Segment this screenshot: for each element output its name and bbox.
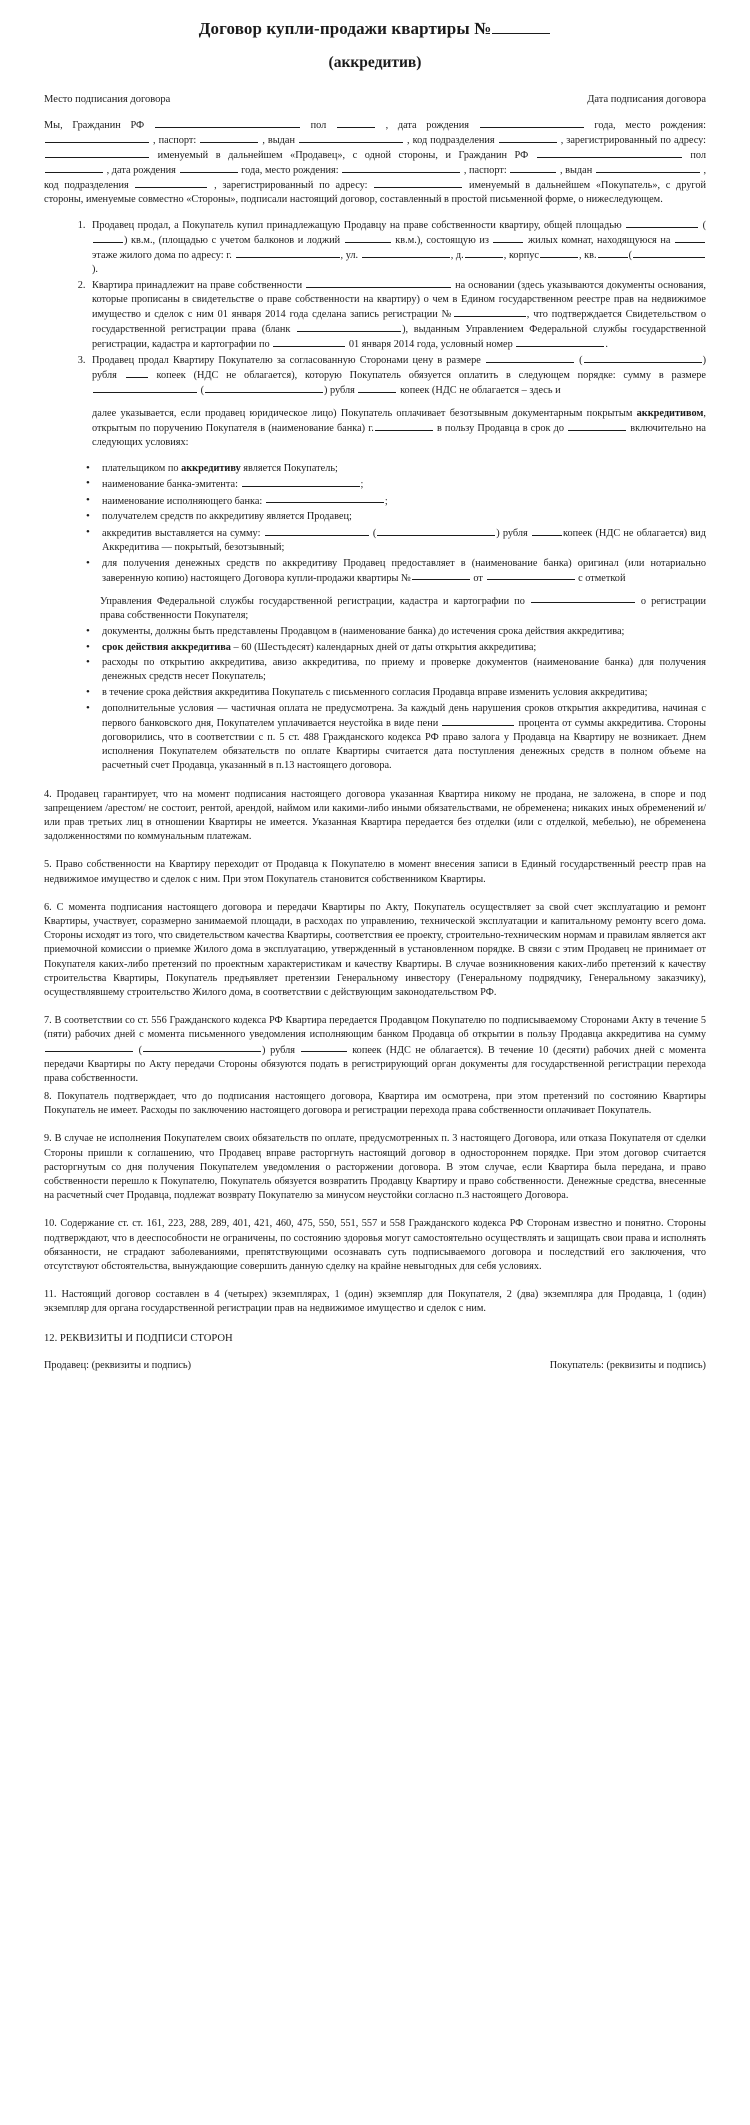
condition-executing-bank-suffix: ; xyxy=(384,495,388,507)
condition-amount-text-b: ( xyxy=(372,527,377,539)
clause-7-text-c: ) рубля xyxy=(262,1044,295,1056)
issuing-bank-blank xyxy=(242,477,360,487)
clause-3-cont-text-c: в пользу Продавца в срок до xyxy=(436,423,565,435)
clause-1-text-b: ( xyxy=(702,219,707,231)
accreditive-amount-blank xyxy=(265,526,369,536)
preamble-buyer-gender: пол xyxy=(690,149,707,161)
accreditive-kopeks-blank xyxy=(532,526,562,536)
preamble-closing: именуемый в дальнейшем «Покупатель», с другой стороны, именуемые совместно «Стороны», подписали настоящий договор, составленный в простой письменной форме, о нижеследующем. xyxy=(44,179,707,206)
condition-documents-for-funds xyxy=(100,557,706,586)
clause-1-city-blank xyxy=(236,248,340,258)
condition-submission-deadline: • документы, должны быть представлены Продавцом в (наименование банка) до истечения срока действия аккредитива; xyxy=(100,625,706,639)
seller-issued-blank xyxy=(299,133,403,143)
contract-number-blank xyxy=(492,19,550,34)
seller-name-blank xyxy=(155,118,300,128)
clause-3-price-blank xyxy=(486,353,574,363)
condition-payer-text-a: плательщиком по xyxy=(102,462,182,474)
clause-6: 6. С момента подписания настоящего договора и передачи Квартиры по Акту, Покупатель осуществляет за свой счет эксплуатацию и ремонт Квартиры, участвует, соразмерно занимаемой площади, в расходах по управлению, технической эксплуатации и капитальному ремонту всего дома. Стороны исходят из того, что свидетельством качества Квартиры, соответствия ее проекту, строительно-техническим нормам и правилам является акт приемочной комиссии о приемке Жилого дома в эксплуатацию, утвержденный в установленном порядке. В связи с этим Продавец не принимает от Покупателя каких-либо претензий по проектным характеристикам и качеству Квартиры. В случае возникновения каких-либо претензий к качеству строительства Квартиры, Покупатель предъявляет претензии Генеральному инвестору (Генеральному подрядчику, Генеральному заказчику), осуществлявшему строительство Жилого дома, в соответствии с действующим законодательством РФ. xyxy=(44,901,706,999)
clause-9: 9. В случае не исполнения Покупателем своих обязательств по оплате, предусмотренных п. 3 настоящего Договора, или отказа Покупателя от сделки Стороны пришли к соглашению, что Продавец вправе расторгнуть настоящий договор в одностороннем порядке. При этом договор считается расторгнутым со дня получения Покупателем уведомления о расторжении договора. В этом случае, если Квартира была передана, и право собственности перешло к Покупателю, Покупатель обязуется возвратить Продавцу Квартиру и право собственности. Денежные средства, внесенные на расчетный счет Продавца, подлежат возврату Покупателю за минусом неустойки согласно п.3 настоящего Договора. xyxy=(44,1133,706,1202)
clause-1-flat-words-blank xyxy=(633,248,705,258)
condition-payer-bold: аккредитиву xyxy=(181,462,241,474)
seller-passport-blank xyxy=(200,133,258,143)
clause-1-balcony-blank xyxy=(345,233,391,243)
clause-2-text-d: ), выданным Управлением Федеральной службы государственной регистрации, кадастра и картографии по xyxy=(92,324,706,351)
condition-documents-continuation xyxy=(44,594,706,623)
preamble-buyer-registered: , зарегистрированный по адресу: xyxy=(214,179,368,191)
executing-bank-blank xyxy=(266,494,384,504)
penalty-percent-blank xyxy=(442,716,514,726)
clause-3-text-c: ) рубля xyxy=(92,355,707,382)
preamble-seller-gender: пол xyxy=(310,120,327,132)
document-title-text: Договор купли-продажи квартиры № xyxy=(198,19,492,38)
clause-5: 5. Право собственности на Квартиру переходит от Продавца к Покупателю в момент внесения записи в Единый государственный реестр прав на недвижимое имущество и сделок с ним. При этом Покупатель становится собственником Квартиры. xyxy=(44,859,706,885)
contract-number-ref-blank xyxy=(412,571,470,581)
preamble-seller-birth: , дата рождения xyxy=(385,120,470,132)
clause-3-text-g: копеек (НДС не облагается – здесь и xyxy=(400,384,561,396)
clause-2-text-f: . xyxy=(605,339,608,351)
clause-1-text-j: , кв. xyxy=(578,249,597,261)
clause-2-record-blank xyxy=(454,307,526,317)
condition-documents-text-d: Управления Федеральной службы государственной регистрации, кадастра и картографии по xyxy=(100,595,525,607)
buyer-birthplace-blank xyxy=(342,163,460,173)
clause-3-cont-text-a: далее указывается, если продавец юридическое лицо) Покупатель оплачивает безотзывным документарным покрытым xyxy=(92,408,633,420)
clause-1-text-l: ). xyxy=(92,264,99,276)
clause-11: 11. Настоящий договор составлен в 4 (четырех) экземплярах, 1 (один) экземпляр для Покупателя, 2 (два) экземпляра для Продавца, 1 (один) экземпляр для органа государственной регистрации прав на недвижимое имущество и сделок с ним. xyxy=(44,1289,706,1315)
preamble-buyer-birth: , дата рождения xyxy=(106,164,176,176)
buyer-address-blank xyxy=(374,178,462,188)
seller-subdivision-blank xyxy=(499,133,557,143)
clause-2-cadastral-blank xyxy=(516,337,604,347)
condition-additional xyxy=(100,702,706,774)
clause-2-region-blank xyxy=(273,337,345,347)
condition-issuing-bank xyxy=(100,477,706,492)
clause-4: 4. Продавец гарантирует, что на момент подписания настоящего договора указанная Квартира никому не продана, не заложена, в споре и под запрещением /арестом/ не состоит, рентой, арендой, наймом или какими-либо иными обязательствами, не обременена; никаких иных обременений и/или прав третьих лиц в отношении Квартиры не имеется. Указанная Квартира передается без отделки (или с отделкой, мебелью), не обременена задолженностями по коммунальным платежам. xyxy=(44,788,706,843)
clause-1-text-a: Продавец продал, а Покупатель купил принадлежащую Продавцу на праве собственности квартиру, общей площадью xyxy=(92,219,622,231)
preamble-seller-role: именуемый в дальнейшем «Продавец», с одной стороны, и Гражданин РФ xyxy=(157,149,529,161)
signature-row xyxy=(44,1360,706,1371)
clause-1-floor-blank xyxy=(675,233,705,243)
clause-2-owner-blank xyxy=(306,278,451,288)
condition-executing-bank-label: наименование исполняющего банка: xyxy=(102,495,263,507)
condition-executing-bank xyxy=(100,494,706,509)
clause-1-text-e: жилых комнат, находящуюся на xyxy=(528,234,671,246)
clause-8: 8. Покупатель подтверждает, что до подписания настоящего договора, Квартира им осмотрена, при этом претензий по состоянию Квартиры Покупатель не имеет. Расходы по заключению настоящего договора и регистрации перехода права собственности оплачивает Покупатель. xyxy=(44,1091,706,1117)
clause-1-text-f: этаже жилого дома по адресу: г. xyxy=(92,249,232,261)
clause-7-text-b: ( xyxy=(138,1044,143,1056)
clause-1-house-blank xyxy=(465,248,503,258)
document-title xyxy=(44,18,706,39)
preamble-buyer-subdivision: , код подразделения xyxy=(44,164,707,191)
clause-3-sum-kopeks-blank xyxy=(358,383,396,393)
signing-meta-row xyxy=(44,93,706,107)
condition-amount-label: аккредитив выставляется на сумму: xyxy=(102,527,261,539)
contract-date-ref-blank xyxy=(487,571,575,581)
clause-3-cont-text-b: , открытым по поручению Покупателя в (наименование банка) г. xyxy=(92,408,706,435)
condition-issuing-bank-label: наименование банка-эмитента: xyxy=(102,478,238,490)
condition-additional-text-b: процента от суммы аккредитива. Стороны договорились, что в соответствии с п. 5 ст. 488 Гражданского кодекса РФ право залога у Продавца на Квартиру не возникает. Днем исполнения Покупателем обязательств по оплате Квартиры считается дата поступления денежных средств в полном объеме на расчетный счет Продавца, указанный в п.13 настоящего договора. xyxy=(102,717,706,772)
clause-3-kopeks-blank xyxy=(126,368,148,378)
clause-1-text-g: , ул. xyxy=(340,249,359,261)
clause-2-text-b: на основании (здесь указываются документы основания, которые прописаны в свидетельстве о праве собственности на квартиру) о чем в Едином государственном реестре прав на недвижимое имущество и сделок с ним 01 января 2014 года сделана запись регистрации № xyxy=(92,280,706,321)
clause-2-form-blank xyxy=(297,322,401,332)
condition-payer xyxy=(100,462,706,476)
main-clause-list xyxy=(44,218,706,398)
preamble-buyer-passport: , паспорт: xyxy=(463,164,507,176)
condition-payer-text-b: является Покупатель; xyxy=(240,462,338,474)
condition-expenses: • расходы по открытию аккредитива, авизо аккредитива, по приему и проверке документов (наименование банка) для получения денежных средств несет Покупатель; xyxy=(100,656,706,684)
clause-1-area-blank xyxy=(626,218,698,228)
clause-1-text-k: ( xyxy=(628,249,633,261)
clause-3-sum-blank xyxy=(93,383,197,393)
buyer-gender-blank xyxy=(45,163,103,173)
signing-place-label: Место подписания договора xyxy=(44,93,171,105)
clause-7-text-d: копеек (НДС не облагается). В течение 10 (десяти) рабочих дней с момента передачи Квартиры по Акту передачи Стороны обязуются подать в регистрирующий орган документы для государственной регистрации перехода права собственности. xyxy=(44,1044,706,1084)
seller-birthdate-blank xyxy=(480,118,584,128)
clause-2-text-e: 01 января 2014 года, условный номер xyxy=(348,339,513,351)
accreditive-amount-words-blank xyxy=(377,526,495,536)
preamble-buyer-issued: , выдан xyxy=(559,164,593,176)
buyer-birthdate-blank xyxy=(180,163,238,173)
clause-3-text-e: ( xyxy=(200,384,205,396)
condition-amount xyxy=(100,526,706,555)
preamble-seller-issued: , выдан xyxy=(262,134,295,146)
clause-10: 10. Содержание ст. ст. 161, 223, 288, 289, 401, 421, 460, 475, 550, 551, 557 и 558 Гражданского кодекса РФ Сторонам известно и понятно. Стороны подтверждают, что в дееспособности не ограничены, по состоянию здоровья могут самостоятельно осуществлять и защищать свои права и исполнять обязанности, не страдают заболеваниями, препятствующими осознавать суть подписываемого договора и последствий его заключения, что отсутствуют обстоятельства, вынуждающие совершить данную сделку на крайне невыгодных для себя условиях. xyxy=(44,1218,706,1273)
clause-1-flat-blank xyxy=(598,248,628,258)
seller-signature-label: Продавец: (реквизиты и подпись) xyxy=(44,1359,192,1371)
preamble-seller-birthplace: года, место рождения: xyxy=(594,120,706,132)
condition-validity-rest: – 60 (Шестьдесят) календарных дней от даты открытия аккредитива; xyxy=(230,641,537,653)
rosreestr-region-blank xyxy=(531,594,635,604)
clause-1-text-d: кв.м.), состоящую из xyxy=(395,234,489,246)
clause-1-rooms-blank xyxy=(493,233,523,243)
accreditive-conditions-list xyxy=(44,462,706,586)
clause-1-text-h: , д. xyxy=(450,249,464,261)
seller-birthplace-blank xyxy=(45,133,149,143)
clause-3-deadline-blank xyxy=(568,421,626,431)
clause-12-heading: 12. РЕКВИЗИТЫ И ПОДПИСИ СТОРОН xyxy=(44,1332,233,1344)
clause-1-street-blank xyxy=(362,248,450,258)
buyer-signature-label: Покупатель: (реквизиты и подпись) xyxy=(549,1359,706,1371)
condition-documents-text-e: о регистрации права собственности Покупателя; xyxy=(100,595,706,621)
preamble-paragraph xyxy=(44,118,706,207)
clause-7-kopeks-blank xyxy=(301,1043,347,1053)
clause-3-cont-text-d: включительно на следующих условиях: xyxy=(92,423,706,449)
condition-validity-bold: срок действия аккредитива xyxy=(102,641,231,653)
clause-3-text-d: копеек (НДС не облагается), которую Покупатель обязуется оплатить в следующем порядке: сумму в размере xyxy=(156,370,706,382)
clause-3-sum-words-blank xyxy=(205,383,323,393)
preamble-seller-passport: , паспорт: xyxy=(153,134,197,146)
buyer-issued-blank xyxy=(596,163,700,173)
condition-documents-text-c: с отметкой xyxy=(578,572,626,584)
preamble-seller-subdivision: , код подразделения xyxy=(407,134,495,146)
clause-2-text-c: , что подтверждается Свидетельством о государственной регистрации права (бланк xyxy=(92,309,706,336)
preamble-seller-registered: , зарегистрированный по адресу: xyxy=(560,134,707,146)
clause-3-price-words-blank xyxy=(584,353,702,363)
clause-1-text-i: , корпус xyxy=(503,249,539,261)
clause-3 xyxy=(88,353,706,398)
clause-1-area-words-blank xyxy=(93,233,123,243)
clause-3-bank-city-blank xyxy=(375,421,433,431)
buyer-subdivision-blank xyxy=(135,178,207,188)
condition-additional-text-a: дополнительные условия — частичная оплата не предусмотрена. За каждый день нарушения сроков открытия аккредитива, начиная с первого банковского дня, Покупателем уплачивается неустойка в виде пени xyxy=(102,702,706,729)
clause-3-text-a: Продавец продал Квартиру Покупателю за согласованную Сторонами цену в размере xyxy=(92,355,481,367)
buyer-passport-blank xyxy=(510,163,556,173)
condition-documents-text-a: для получения денежных средств по аккредитиву Продавец предоставляет в (наименование банка) оригинал (или нотариально заверенную копию) настоящего Договора купли-продажи квартиры № xyxy=(102,557,706,584)
condition-validity-term xyxy=(100,641,706,655)
condition-documents-text-b: от xyxy=(473,572,483,584)
clause-3-text-f: ) рубля xyxy=(324,384,355,396)
preamble-buyer-birthplace: года, место рождения: xyxy=(241,164,339,176)
clause-7-text-a: 7. В соответствии со ст. 556 Гражданского кодекса РФ Квартира передается Продавцом Покупателю по подписываемому Сторонами Акту в течение 5 (пяти) рабочих дней с момента письменного уведомления исполняющим банком Продавца об открытии в пользу Продавца аккредитива на сумму xyxy=(44,1015,706,1041)
clause-7-amount-words-blank xyxy=(143,1043,261,1053)
clause-7 xyxy=(44,1014,706,1086)
preamble-seller-intro: Мы, Гражданин РФ xyxy=(44,120,145,132)
condition-amount-text-c: ) рубля xyxy=(496,527,528,539)
clause-7-amount-blank xyxy=(45,1043,133,1053)
condition-issuing-bank-suffix: ; xyxy=(360,478,364,490)
clause-1 xyxy=(88,218,706,277)
condition-amount-text-d: копеек (НДС не облагается) вид Аккредитива — покрытый, безотзывный; xyxy=(102,527,707,553)
condition-modification: • в течение срока действия аккредитива Покупатель с письменного согласия Продавца вправе изменить условия аккредитива; xyxy=(100,686,706,700)
clause-2-text-a: Квартира принадлежит на праве собственности xyxy=(92,280,303,292)
clause-1-building-blank xyxy=(540,248,578,258)
seller-gender-blank xyxy=(337,118,375,128)
buyer-name-blank xyxy=(537,148,682,158)
signing-date-label: Дата подписания договора xyxy=(587,93,706,105)
clause-3-text-b: ( xyxy=(579,355,583,367)
accreditive-conditions-list-2 xyxy=(44,625,706,774)
clause-1-text-c: ) кв.м., (площадью с учетом балконов и лоджий xyxy=(124,234,341,246)
clause-3-continuation xyxy=(44,407,706,450)
document-subtitle: (аккредитив) xyxy=(328,54,422,72)
clause-3-akkreditiv-bold: аккредитивом xyxy=(636,408,704,420)
seller-address-blank xyxy=(45,148,149,158)
condition-recipient: • получателем средств по аккредитиву является Продавец; xyxy=(100,510,706,524)
clause-2 xyxy=(88,278,706,352)
